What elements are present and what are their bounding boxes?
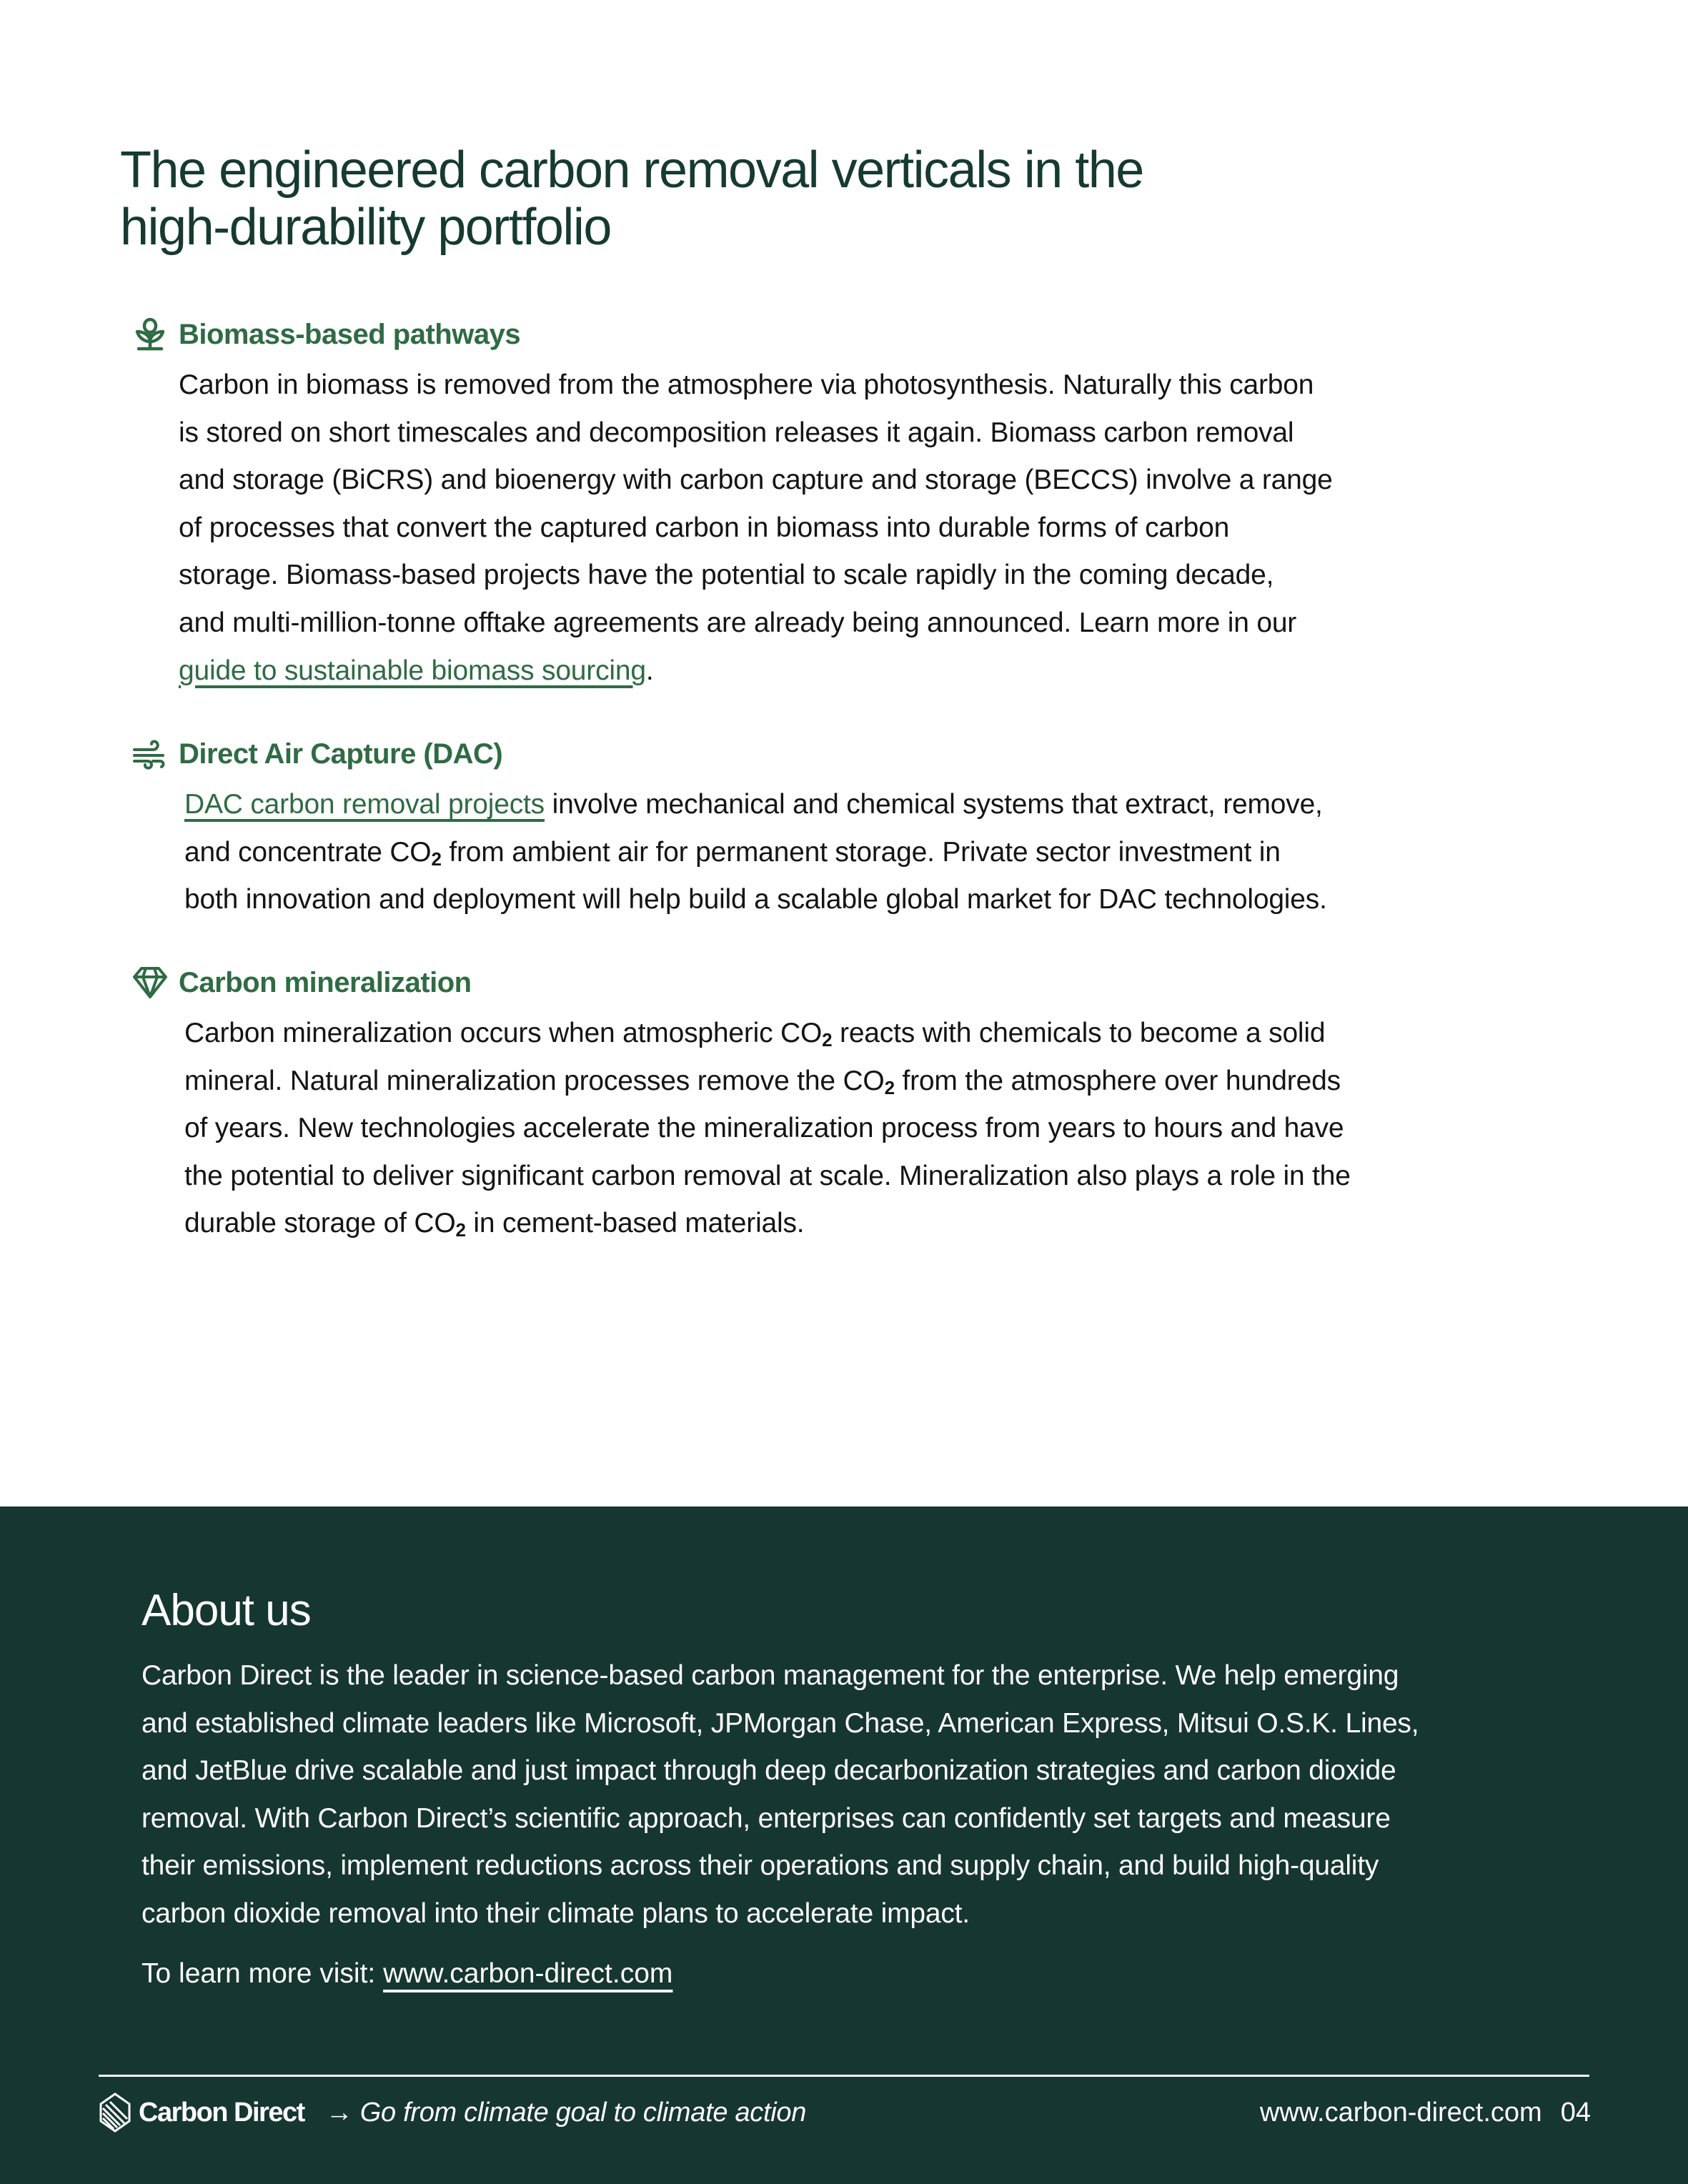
punctuation: . — [645, 655, 654, 686]
section-biomass — [131, 313, 1489, 695]
body-line — [184, 829, 1489, 877]
body-line: Carbon in biomass is removed from the atmosphere via photosynthesis. Naturally this carbon — [179, 369, 1314, 400]
page-title-line-1: The engineered carbon removal verticals in the — [120, 142, 1143, 199]
body-text: reacts with chemicals to become a solid — [832, 1018, 1326, 1048]
about-line: and JetBlue drive scalable and just impact through deep decarbonization strategies and carbon dioxide — [142, 1755, 1396, 1787]
about-line: carbon dioxide removal into their climate plans to accelerate impact. — [142, 1897, 970, 1929]
section-mineralization — [131, 961, 1489, 1248]
footer-meta — [1260, 2091, 1591, 2134]
body-text: mineral. Natural mineralization processes remove the CO — [184, 1065, 885, 1096]
body-text: durable storage of CO — [184, 1208, 456, 1239]
body-line: is stored on short timescales and decomposition releases it again. Biomass carbon removal — [179, 417, 1294, 448]
body-line — [184, 1010, 1489, 1058]
wind-air-icon — [131, 735, 169, 773]
body-line: both innovation and deployment will help build a scalable global market for DAC technologies. — [184, 884, 1327, 915]
about-panel — [0, 1507, 1688, 2184]
co2-subscript: 2 — [822, 1029, 833, 1051]
footer-url[interactable]: www.carbon-direct.com — [1259, 2097, 1542, 2128]
body-line — [184, 1200, 1489, 1248]
section-body — [184, 1010, 1489, 1248]
page-title-line-2: high-durability portfolio — [120, 199, 611, 256]
body-line: of years. New technologies accelerate the mineralization process from years to hours and have — [184, 1113, 1344, 1144]
visit-line — [142, 1958, 672, 1990]
footer-divider — [99, 2075, 1589, 2077]
body-line: storage. Biomass-based projects have the potential to scale rapidly in the coming decade, — [179, 560, 1274, 591]
logo-wordmark: Carbon Direct — [139, 2097, 304, 2128]
about-line: their emissions, implement reductions across their operations and supply chain, and build high-quality — [142, 1850, 1379, 1882]
body-text: from the atmosphere over hundreds — [894, 1065, 1341, 1096]
co2-subscript: 2 — [884, 1076, 895, 1098]
website-link[interactable]: www.carbon-direct.com — [383, 1958, 673, 1989]
about-title: About us — [142, 1586, 311, 1635]
section-header — [131, 313, 1489, 356]
body-text: involve mechanical and chemical systems that extract, remove, — [544, 789, 1323, 820]
section-title: Carbon mineralization — [179, 966, 472, 998]
section-body — [179, 362, 1489, 695]
body-line: the potential to deliver significant carbon removal at scale. Mineralization also plays a role in the — [184, 1160, 1351, 1191]
section-header — [131, 961, 1489, 1004]
body-line — [184, 1058, 1489, 1106]
carbon-direct-logo-icon — [99, 2093, 131, 2133]
dac-projects-link[interactable]: DAC carbon removal projects — [184, 789, 545, 820]
co2-subscript: 2 — [455, 1219, 466, 1241]
section-title: Biomass-based pathways — [179, 318, 521, 350]
body-text: in cement-based materials. — [465, 1208, 805, 1239]
visit-label: To learn more visit: — [142, 1958, 384, 1989]
body-line: and multi-million-tonne offtake agreements are already being announced. Learn more in our — [179, 607, 1297, 638]
plant-sprout-icon — [131, 316, 169, 353]
page-number: 04 — [1560, 2097, 1591, 2128]
section-body — [184, 781, 1489, 924]
about-body — [142, 1652, 1571, 1938]
body-line — [184, 781, 1489, 829]
body-line: and storage (BiCRS) and bioenergy with carbon capture and storage (BECCS) involve a range — [179, 465, 1333, 496]
footer-brand — [99, 2091, 806, 2134]
co2-subscript: 2 — [431, 848, 442, 870]
body-text: Carbon mineralization occurs when atmospheric CO — [184, 1018, 823, 1048]
section-dac — [131, 733, 1489, 924]
body-line — [179, 647, 1489, 695]
page-title — [120, 142, 1335, 256]
section-header — [131, 733, 1489, 775]
diamond-gem-icon — [131, 964, 169, 1001]
footer-tagline: → Go from climate goal to climate action — [325, 2097, 807, 2128]
body-text: and concentrate CO — [184, 836, 432, 868]
body-line: of processes that convert the captured carbon in biomass into durable forms of carbon — [179, 512, 1230, 543]
about-line: and established climate leaders like Microsoft, JPMorgan Chase, American Express, Mitsui O.S.K. Lines, — [142, 1707, 1419, 1739]
about-line: removal. With Carbon Direct’s scientific approach, enterprises can confidently set targets and measure — [142, 1802, 1391, 1834]
biomass-sourcing-guide-link[interactable]: guide to sustainable biomass sourcing — [179, 655, 646, 686]
section-title: Direct Air Capture (DAC) — [179, 738, 503, 770]
about-line: Carbon Direct is the leader in science-based carbon management for the enterprise. We help emerging — [142, 1660, 1399, 1691]
body-text: from ambient air for permanent storage. Private sector investment in — [441, 836, 1281, 868]
